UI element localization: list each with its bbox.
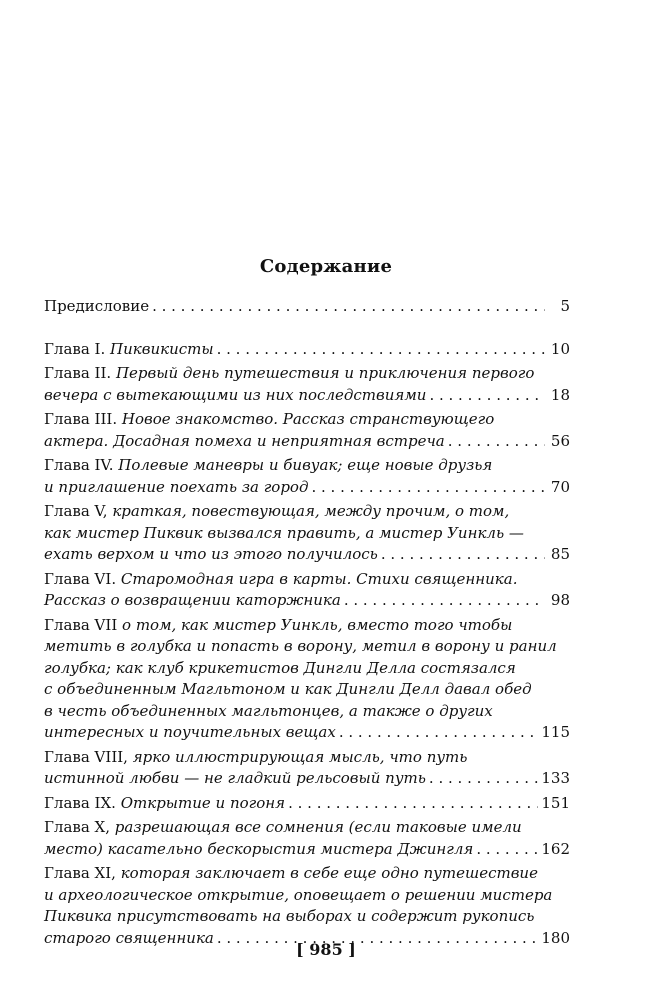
chapter-title-text: Старомодная игра в карты. Стихи священника. bbox=[120, 569, 518, 588]
toc-line bbox=[44, 363, 570, 385]
chapter-title-text: ехать верхом и что из этого получилось bbox=[44, 545, 378, 563]
chapter-label: Предисловие bbox=[44, 297, 150, 315]
chapter-title-text: Пиквика присутствовать на выборах и содержит рукопись bbox=[44, 907, 535, 925]
dot-leader bbox=[429, 385, 545, 407]
toc-entry bbox=[44, 296, 570, 318]
toc-line bbox=[44, 569, 570, 591]
toc-line bbox=[44, 863, 570, 885]
toc-line-content bbox=[44, 339, 214, 361]
dot-leader bbox=[311, 477, 545, 499]
toc-line-content bbox=[44, 636, 557, 658]
toc-line bbox=[44, 501, 570, 523]
toc-line bbox=[44, 658, 570, 680]
toc-line bbox=[44, 793, 570, 815]
toc-entry bbox=[44, 615, 570, 744]
toc-line bbox=[44, 885, 570, 907]
toc-line-content bbox=[44, 501, 509, 523]
toc-line bbox=[44, 636, 570, 658]
toc-line bbox=[44, 615, 570, 637]
page-number: 98 bbox=[550, 591, 570, 609]
chapter-label: Глава IV. bbox=[44, 456, 114, 474]
chapter-title-text: краткая, повествующая, между прочим, о том, bbox=[112, 502, 510, 520]
toc-entry bbox=[44, 863, 570, 949]
toc-line-content bbox=[44, 793, 285, 815]
toc-line-content bbox=[44, 906, 534, 928]
page-number: 115 bbox=[541, 723, 570, 741]
toc-entry bbox=[44, 501, 570, 566]
toc-entry bbox=[44, 817, 570, 860]
toc-line bbox=[44, 431, 570, 453]
chapter-label: Глава III. bbox=[44, 410, 118, 428]
chapter-title-text: Новое знакомство. Рассказ странствующего bbox=[121, 410, 495, 428]
toc-line bbox=[44, 477, 570, 499]
chapter-label: Глава VI. bbox=[44, 569, 117, 588]
toc-line bbox=[44, 906, 570, 928]
page-number: 151 bbox=[541, 793, 570, 812]
toc-line-content bbox=[44, 296, 149, 318]
chapter-title-text: ярко иллюстрирующая мысль, что путь bbox=[132, 747, 468, 766]
toc-line-content bbox=[44, 544, 378, 566]
chapter-title-text: Рассказ о возвращении каторжника bbox=[44, 591, 341, 609]
chapter-title-text: как мистер Пиквик вызвался править, а мистер Уинкль — bbox=[44, 523, 524, 542]
toc-line-content bbox=[44, 590, 341, 612]
chapter-title-text: интересных и поучительных вещах bbox=[44, 723, 336, 741]
dot-leader bbox=[344, 590, 545, 612]
toc-entry bbox=[44, 409, 570, 452]
toc-line bbox=[44, 747, 570, 769]
dot-leader bbox=[476, 839, 538, 861]
toc-line bbox=[44, 590, 570, 612]
chapter-title-text: о том, как мистер Уинкль, вместо того чтобы bbox=[122, 615, 513, 634]
toc-line bbox=[44, 679, 570, 701]
toc-line-content bbox=[44, 658, 516, 680]
dot-leader bbox=[288, 793, 538, 815]
toc-entry bbox=[44, 569, 570, 612]
toc-line bbox=[44, 455, 570, 477]
toc-line bbox=[44, 817, 570, 839]
chapter-title-text: Пиквикисты bbox=[110, 339, 214, 358]
toc-entry bbox=[44, 793, 570, 815]
toc-line-content bbox=[44, 385, 426, 407]
chapter-title-text: метить в голубка и попасть в ворону, метил в ворону и ранил bbox=[44, 637, 557, 655]
dot-leader bbox=[152, 296, 545, 318]
toc-line bbox=[44, 385, 570, 407]
chapter-title-text: Открытие и погоня bbox=[120, 793, 286, 812]
page-number: 162 bbox=[541, 839, 570, 858]
chapter-label: Глава VII bbox=[44, 615, 118, 634]
chapter-title-text: и приглашение поехать за город bbox=[44, 477, 309, 496]
chapter-label: Глава X, bbox=[44, 818, 111, 836]
chapter-title-text: в честь объединенных магльтонцев, а также о других bbox=[44, 701, 493, 720]
toc-line-content bbox=[44, 701, 493, 723]
toc-line bbox=[44, 839, 570, 861]
chapter-label: Глава IX. bbox=[44, 793, 116, 812]
toc-line-content bbox=[44, 431, 445, 453]
page-number: 56 bbox=[550, 431, 570, 450]
toc-line-content bbox=[44, 455, 492, 477]
chapter-title-text: вечера с вытекающими из них последствиями bbox=[44, 385, 427, 404]
toc-line bbox=[44, 722, 570, 744]
toc-line-content bbox=[44, 885, 552, 907]
toc-line bbox=[44, 701, 570, 723]
toc-line-content bbox=[44, 477, 308, 499]
toc-line-content bbox=[44, 615, 512, 637]
toc-entry bbox=[44, 455, 570, 498]
page-number: 10 bbox=[550, 339, 570, 358]
toc-line bbox=[44, 544, 570, 566]
chapter-label: Глава XI, bbox=[44, 864, 116, 882]
page-number: 70 bbox=[550, 477, 570, 496]
chapter-label: Глава VIII, bbox=[44, 747, 128, 766]
dot-leader bbox=[381, 544, 545, 566]
toc-line-content bbox=[44, 863, 538, 885]
page-title: Содержание bbox=[259, 256, 393, 277]
chapter-title-text: голубка; как клуб крикетистов Дингли Делла состязался bbox=[44, 658, 516, 677]
page-number: 85 bbox=[550, 545, 570, 563]
toc-line bbox=[44, 523, 570, 545]
toc-line-content bbox=[44, 409, 494, 431]
chapter-title-text: которая заключает в себе еще одно путешествие bbox=[120, 864, 538, 882]
toc-line-content bbox=[44, 523, 524, 545]
chapter-title-text: и археологическое открытие, оповещает о решении мистера bbox=[44, 885, 553, 904]
dot-leader bbox=[217, 339, 545, 361]
toc-line-content bbox=[44, 722, 336, 744]
toc-line bbox=[44, 768, 570, 790]
toc-line-content bbox=[44, 839, 473, 861]
chapter-title-text: место) касательно бескорыстия мистера Джингля bbox=[44, 839, 474, 858]
page-number: 133 bbox=[541, 769, 570, 787]
toc-line-content bbox=[44, 679, 532, 701]
chapter-title-text: с объединенным Магльтоном и как Дингли Делл давал обед bbox=[44, 680, 532, 698]
page-number: 18 bbox=[550, 385, 570, 404]
dot-leader bbox=[339, 722, 539, 744]
table-of-contents bbox=[44, 296, 570, 952]
page-number: 180 bbox=[541, 928, 570, 947]
chapter-label: Глава II. bbox=[44, 364, 112, 382]
chapter-label: Глава I. bbox=[44, 339, 106, 358]
page-number: 5 bbox=[560, 297, 570, 315]
toc-line-content bbox=[44, 569, 517, 591]
toc-entry bbox=[44, 339, 570, 361]
toc-entry bbox=[44, 363, 570, 406]
toc-line-content bbox=[44, 747, 467, 769]
toc-line bbox=[44, 296, 570, 318]
chapter-title-text: истинной любви — не гладкий рельсовый путь bbox=[44, 769, 426, 787]
toc-entry bbox=[44, 747, 570, 790]
chapter-title-text: актера. Досадная помеха и неприятная встреча bbox=[44, 431, 445, 450]
chapter-title-text: Полевые маневры и бивуак; еще новые друзья bbox=[118, 456, 493, 474]
toc-line-content bbox=[44, 363, 534, 385]
chapter-title-text: старого священника bbox=[44, 928, 214, 947]
page-folio: [ 985 ] bbox=[296, 940, 356, 959]
chapter-title-text: разрешающая все сомнения (если таковые имели bbox=[114, 818, 522, 836]
toc-line bbox=[44, 339, 570, 361]
chapter-label: Глава V, bbox=[44, 502, 108, 520]
toc-line-content bbox=[44, 817, 522, 839]
dot-leader bbox=[429, 768, 538, 790]
toc-line-content bbox=[44, 768, 426, 790]
dot-leader bbox=[448, 431, 545, 453]
chapter-title-text: Первый день путешествия и приключения первого bbox=[115, 364, 535, 382]
toc-line bbox=[44, 409, 570, 431]
